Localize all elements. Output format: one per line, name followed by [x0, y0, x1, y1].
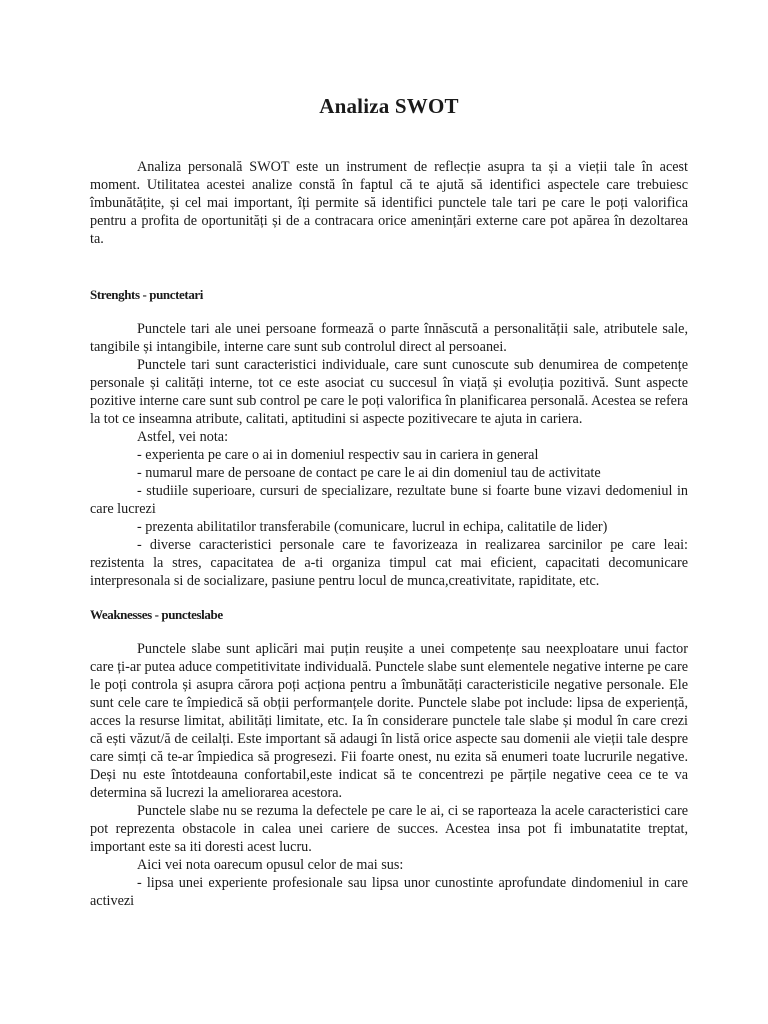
strengths-paragraph-1: Punctele tari ale unei persoane formează o parte înnăscută a personalității sale, atributele sale, tangibile și intangibile, interne care sunt sub controlul direct al persoanei.: [90, 321, 688, 355]
weaknesses-paragraph-3: Aici vei nota oarecum opusul celor de mai sus:: [137, 857, 404, 873]
strengths-list-item: - experienta pe care o ai in domeniul respectiv sau in cariera in general: [137, 447, 539, 463]
strengths-heading: Strenghts - punctetari: [90, 287, 204, 302]
strengths-paragraph-3: Astfel, vei nota:: [137, 429, 229, 445]
strengths-paragraph-2: Punctele tari sunt caracteristici individuale, care sunt cunoscute sub denumirea de competențe personale și calități interne, tot ce este asociat cu succesul în viață și evoluția pozitivă. Sunt aspecte pozitive interne care sunt sub control pe care le poți valorifica în planificarea personală. Acestea se refera la tot ce inseamna atribute, calitati, aptitudini si aspecte pozitivecare te ajuta in cariera.: [90, 357, 688, 427]
strengths-section: [90, 320, 688, 590]
strengths-list-item: - numarul mare de persoane de contact pe care le ai din domeniul tau de activitate: [137, 465, 601, 481]
intro-paragraph: Analiza personală SWOT este un instrument de reflecție asupra ta și a vieții tale în acest moment. Utilitatea acestei analize constă în faptul că te ajută să identifici aspectele care trebuiesc îmbunătățite, și cel mai important, îți permite să identifici punctele tale tari pe care le poți valorifica pentru a profita de oportunități și de a contracara orice amenințări externe care pot apărea în dezoltarea ta.: [90, 159, 688, 247]
strengths-list-item: - studiile superioare, cursuri de specializare, rezultate bune si foarte bune vizavi dedomeniul in care lucrezi: [90, 483, 688, 517]
weaknesses-section: [90, 640, 688, 910]
strengths-list-item: - diverse caracteristici personale care te favorizeaza in realizarea sarcinilor pe care leai: rezistenta la stres, capacitatea de a-ti organiza timpul cat mai eficient, capacitati decomunicare interpresonala si de socializare, pasiune pentru locul de munca,creativitate, rapiditate, etc.: [90, 537, 688, 589]
weaknesses-list-item: - lipsa unei experiente profesionale sau lipsa unor cunostinte aprofundate dindomeniul in care activezi: [90, 875, 688, 909]
document-title: Analiza SWOT: [319, 94, 459, 118]
weaknesses-paragraph-2: Punctele slabe nu se rezuma la defectele pe care le ai, ci se raporteaza la acele caracteristici care pot reprezenta obstacole in calea unei cariere de succes. Acestea insa pot fi imbunatatite treptat, important este sa iti doresti acest lucru.: [90, 803, 688, 855]
weaknesses-paragraph-1: Punctele slabe sunt aplicări mai puțin reușite a unei competențe sau neexploatare unui factor care ți-ar putea aduce competitivitate individuală. Punctele slabe sunt elementele negative interne pe care le poți controla și asupra cărora poți acționa pentru a îmbunătăți caracteristicile negative personale. Ele sunt cele care te împiedică să obții performanțele dorite. Punctele slabe pot include: lipsa de experiență, acces la resurse limitat, abilități limitate, etc. Ia în considerare punctele tale slabe și modul în care crezi că ești văzut/ă de ceilalți. Este important să adaugi în listă orice aspecte sau domenii ale vieții tale despre care simți că te-ar împiedica să progresezi. Fii foarte onest, nu ezita să enumeri toate lucrurile negative. Deși nu este întotdeauna confortabil,este indicat să te concentrezi pe părțile negative ceea ce te va determina să lucrezi la ameliorarea acestora.: [90, 641, 688, 801]
strengths-list-item: - prezenta abilitatilor transferabile (comunicare, lucrul in echipa, calitatile de lider): [137, 519, 608, 535]
weaknesses-heading: Weaknesses - puncteslabe: [90, 607, 223, 622]
